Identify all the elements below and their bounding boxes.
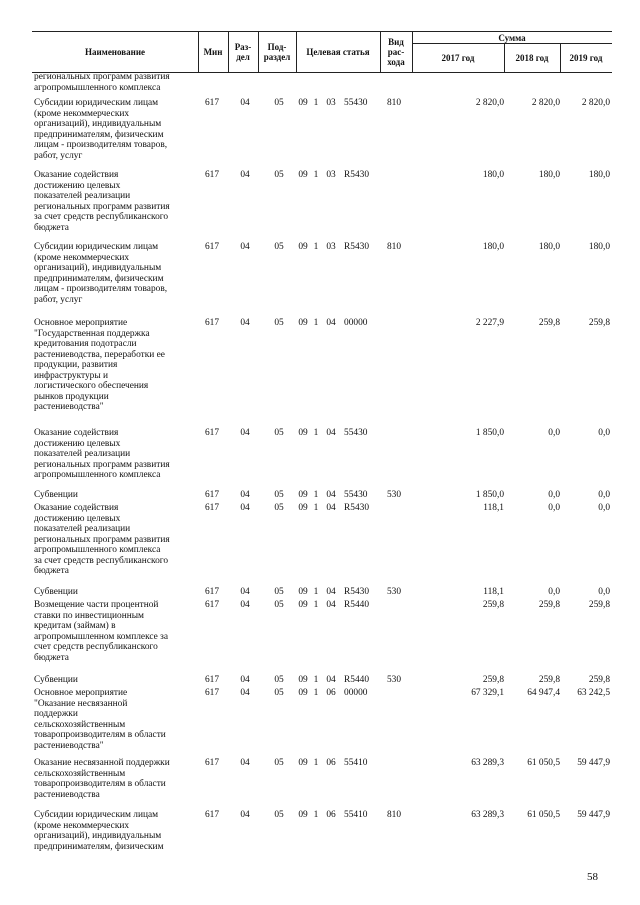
cell-cs1: 09 — [298, 318, 308, 328]
cell-s1: 63 289,3 — [471, 810, 504, 820]
cell-min: 617 — [204, 428, 220, 438]
cell-razd: 04 — [240, 490, 250, 500]
cell-min: 617 — [204, 490, 220, 500]
cell-razd: 04 — [240, 587, 250, 597]
cell-podr: 05 — [274, 587, 284, 597]
cell-razd: 04 — [240, 242, 250, 252]
cell-cs2: 1 — [313, 490, 319, 500]
cell-name: Основное мероприятие "Оказание несвязанной поддержки сельскохозяйственным товаропроизводителям в области растениеводства" — [34, 688, 166, 751]
cell-s1: 63 289,3 — [471, 758, 504, 768]
cell-cs4: R5440 — [344, 600, 370, 610]
cell-razd: 04 — [240, 98, 250, 108]
cell-min: 617 — [204, 587, 220, 597]
cell-s1: 118,1 — [483, 503, 504, 513]
cell-s3: 0,0 — [598, 490, 610, 500]
header-razdel: Раз- дел — [234, 42, 252, 62]
cell-cs3: 06 — [326, 688, 336, 698]
cell-s3: 0,0 — [598, 503, 610, 513]
cell-s3: 59 447,9 — [577, 810, 610, 820]
cell-min: 617 — [204, 503, 220, 513]
cell-razd: 04 — [240, 810, 250, 820]
cell-name: Оказание содействия достижению целевых показателей реализации региональных программ развития агропромышленного комплекса — [34, 428, 170, 480]
cell-name: Субвенции — [34, 675, 78, 685]
cell-cs2: 1 — [313, 758, 319, 768]
cell-cs4: R5430 — [344, 587, 370, 597]
cell-cs4: 55410 — [344, 810, 368, 820]
cell-min: 617 — [204, 242, 220, 252]
cell-podr: 05 — [274, 318, 284, 328]
cell-s3: 59 447,9 — [577, 758, 610, 768]
cell-name: Субсидии юридическим лицам (кроме некоммерческих организаций), индивидуальным предпринимателям, физическим — [34, 810, 164, 852]
cell-s2: 64 947,4 — [527, 688, 560, 698]
cell-name: Оказание содействия достижению целевых показателей реализации региональных программ развития за счет средств республиканского бюджета — [34, 170, 170, 233]
cell-cs1: 09 — [298, 810, 308, 820]
cell-cs3: 04 — [326, 503, 336, 513]
cell-name: Субсидии юридическим лицам (кроме некоммерческих организаций), индивидуальным предпринимателям, физическим лицам - производителям товаров, работ, услуг — [34, 98, 168, 161]
cell-podr: 05 — [274, 600, 284, 610]
cell-s3: 180,0 — [588, 170, 610, 180]
cell-min: 617 — [204, 170, 220, 180]
cell-cs3: 04 — [326, 675, 336, 685]
cell-cs3: 04 — [326, 587, 336, 597]
cell-s2: 180,0 — [538, 170, 560, 180]
cell-min: 617 — [204, 675, 220, 685]
cell-podr: 05 — [274, 688, 284, 698]
cell-s3: 0,0 — [598, 587, 610, 597]
cell-s3: 63 242,5 — [577, 688, 610, 698]
header-vid: Вид рас- хода — [387, 37, 405, 67]
cell-cs3: 03 — [326, 170, 336, 180]
cell-cs2: 1 — [313, 688, 319, 698]
cell-s2: 2 820,0 — [531, 98, 560, 108]
cell-razd: 04 — [240, 318, 250, 328]
cell-s1: 67 329,1 — [471, 688, 504, 698]
cell-name: Оказание содействия достижению целевых показателей реализации региональных программ развития агропромышленного комплекса за счет средств республиканского бюджета — [34, 503, 170, 576]
cell-s3: 0,0 — [598, 428, 610, 438]
cell-name: Возмещение части процентной ставки по инвестиционным кредитам (займам) в агропромышленном комплексе за счет средств республиканского бюджета — [34, 600, 169, 663]
cell-cs4: R5430 — [344, 503, 370, 513]
cell-cs1: 09 — [298, 688, 308, 698]
cell-cs3: 03 — [326, 242, 336, 252]
cell-s2: 259,8 — [538, 318, 560, 328]
cell-podr: 05 — [274, 490, 284, 500]
table-header — [32, 31, 612, 73]
cell-cs3: 04 — [326, 428, 336, 438]
cell-name: Субвенции — [34, 587, 78, 597]
cell-s2: 0,0 — [548, 428, 560, 438]
header-2017: 2017 год — [441, 52, 475, 63]
cell-s1: 259,8 — [482, 675, 504, 685]
cell-cs1: 09 — [298, 428, 308, 438]
cell-cs1: 09 — [298, 170, 308, 180]
cell-cs4: R5430 — [344, 242, 370, 252]
cell-s2: 0,0 — [548, 587, 560, 597]
cell-cs1: 09 — [298, 98, 308, 108]
header-sum: Сумма — [498, 32, 526, 43]
cell-razd: 04 — [240, 688, 250, 698]
cell-s2: 0,0 — [548, 503, 560, 513]
cell-cs3: 06 — [326, 758, 336, 768]
cell-s2: 61 050,5 — [527, 810, 560, 820]
cell-s3: 259,8 — [588, 675, 610, 685]
header-podrazdel: Под- раздел — [263, 42, 291, 62]
cell-podr: 05 — [274, 758, 284, 768]
cell-s1: 1 850,0 — [475, 490, 504, 500]
header-name: Наименование — [85, 47, 145, 57]
cell-vid: 530 — [386, 587, 402, 597]
cell-name: Субвенции — [34, 490, 78, 500]
cell-cs1: 09 — [298, 503, 308, 513]
cell-podr: 05 — [274, 242, 284, 252]
cell-cs4: 55430 — [344, 98, 368, 108]
cell-name: Субсидии юридическим лицам (кроме некоммерческих организаций), индивидуальным предпринимателям, физическим лицам - производителям товаров, работ, услуг — [34, 242, 168, 305]
cell-s1: 2 227,9 — [475, 318, 504, 328]
cell-s1: 2 820,0 — [475, 98, 504, 108]
cell-vid: 810 — [386, 98, 402, 108]
cell-cs4: R5430 — [344, 170, 370, 180]
cell-s1: 259,8 — [482, 600, 504, 610]
cell-cs1: 09 — [298, 242, 308, 252]
cell-cs3: 03 — [326, 98, 336, 108]
cell-vid: 810 — [386, 242, 402, 252]
cell-cs2: 1 — [313, 318, 319, 328]
header-2019: 2019 год — [569, 52, 603, 63]
cell-min: 617 — [204, 688, 220, 698]
cell-podr: 05 — [274, 503, 284, 513]
cell-min: 617 — [204, 318, 220, 328]
cell-cs2: 1 — [313, 170, 319, 180]
cell-razd: 04 — [240, 503, 250, 513]
cell-vid: 530 — [386, 490, 402, 500]
cell-cs2: 1 — [313, 503, 319, 513]
cell-cs4: 00000 — [344, 688, 368, 698]
cell-cs2: 1 — [313, 810, 319, 820]
cell-cs2: 1 — [313, 98, 319, 108]
cell-cs2: 1 — [313, 428, 319, 438]
cell-s3: 2 820,0 — [581, 98, 610, 108]
cell-cs2: 1 — [313, 600, 319, 610]
cell-cs2: 1 — [313, 242, 319, 252]
cell-s3: 259,8 — [588, 600, 610, 610]
cell-s1: 1 850,0 — [475, 428, 504, 438]
cell-cs1: 09 — [298, 758, 308, 768]
cell-cs4: 55430 — [344, 490, 368, 500]
page-number: 58 — [587, 871, 598, 883]
cell-s2: 0,0 — [548, 490, 560, 500]
cell-cs3: 04 — [326, 318, 336, 328]
cell-cs1: 09 — [298, 587, 308, 597]
cell-cs1: 09 — [298, 490, 308, 500]
cell-razd: 04 — [240, 428, 250, 438]
cell-vid: 810 — [386, 810, 402, 820]
cell-min: 617 — [204, 758, 220, 768]
cell-cs2: 1 — [313, 587, 319, 597]
cell-min: 617 — [204, 98, 220, 108]
cell-s2: 259,8 — [538, 675, 560, 685]
cell-s1: 180,0 — [482, 170, 504, 180]
cell-name: региональных программ развития агропромышленного комплекса — [34, 72, 170, 93]
cell-min: 617 — [204, 600, 220, 610]
cell-podr: 05 — [274, 170, 284, 180]
cell-s2: 259,8 — [538, 600, 560, 610]
cell-cs1: 09 — [298, 675, 308, 685]
cell-podr: 05 — [274, 428, 284, 438]
cell-cs4: 00000 — [344, 318, 368, 328]
cell-razd: 04 — [240, 600, 250, 610]
header-2018: 2018 год — [515, 52, 549, 63]
cell-cs3: 04 — [326, 490, 336, 500]
cell-podr: 05 — [274, 810, 284, 820]
cell-s1: 180,0 — [482, 242, 504, 252]
header-min: Мин — [203, 47, 223, 57]
cell-podr: 05 — [274, 675, 284, 685]
cell-name: Основное мероприятие "Государственная поддержка кредитования подотрасли растениеводства, переработки ее продукции, развития инфраструктуры и логистического обеспечения рынков продукции растениеводства" — [34, 318, 165, 412]
header-target: Целевая статья — [306, 47, 370, 57]
cell-s3: 259,8 — [588, 318, 610, 328]
cell-razd: 04 — [240, 170, 250, 180]
cell-cs4: R5440 — [344, 675, 370, 685]
cell-s2: 180,0 — [538, 242, 560, 252]
cell-cs4: 55410 — [344, 758, 368, 768]
cell-razd: 04 — [240, 675, 250, 685]
cell-cs3: 04 — [326, 600, 336, 610]
cell-cs3: 06 — [326, 810, 336, 820]
cell-cs1: 09 — [298, 600, 308, 610]
cell-vid: 530 — [386, 675, 402, 685]
cell-s1: 118,1 — [483, 587, 504, 597]
cell-s2: 61 050,5 — [527, 758, 560, 768]
cell-min: 617 — [204, 810, 220, 820]
cell-s3: 180,0 — [588, 242, 610, 252]
cell-cs2: 1 — [313, 675, 319, 685]
cell-name: Оказание несвязанной поддержки сельскохозяйственным товаропроизводителям в области растениеводства — [34, 758, 170, 800]
cell-podr: 05 — [274, 98, 284, 108]
cell-cs4: 55430 — [344, 428, 368, 438]
cell-razd: 04 — [240, 758, 250, 768]
